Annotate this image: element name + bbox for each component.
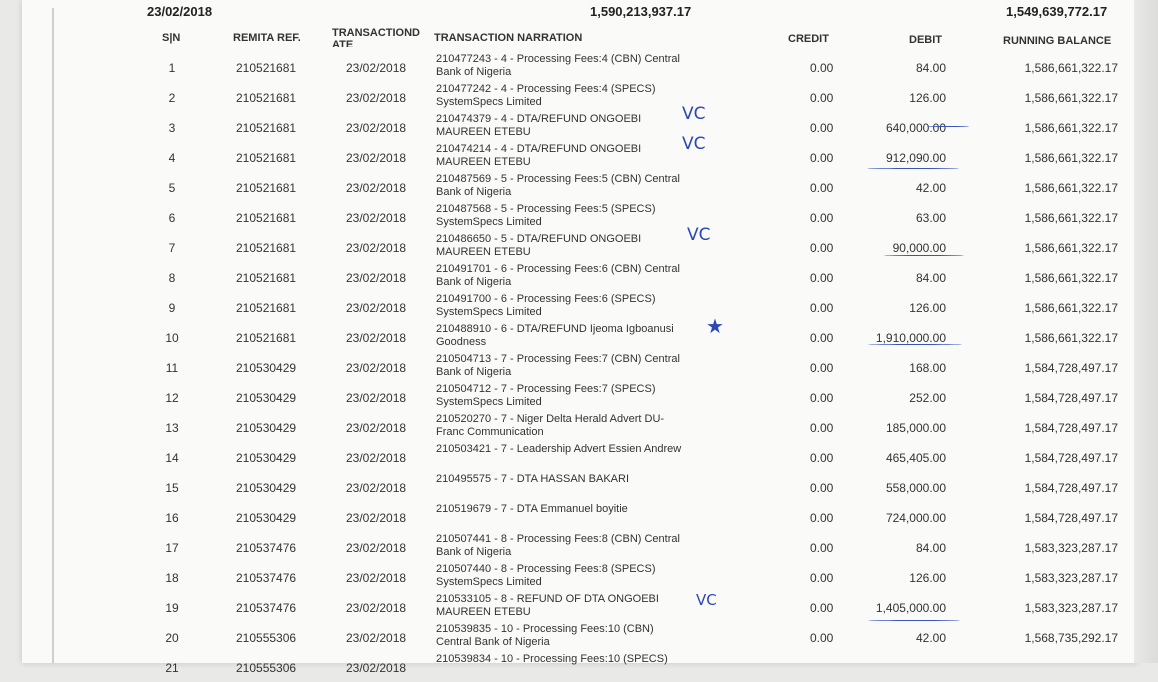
- header-ref: REMITA REF.: [233, 32, 301, 44]
- row-sn: 9: [168, 301, 176, 315]
- header-sn: S|N: [162, 32, 181, 44]
- row-balance: 1,583,323,287.17: [1024, 571, 1118, 585]
- header-balance: RUNNING BALANCE: [1003, 35, 1112, 47]
- row-date: 23/02/2018: [346, 451, 407, 465]
- row-debit: 168.00: [909, 361, 946, 375]
- row-debit: 1,405,000.00: [875, 601, 946, 615]
- row-ref: 210530429: [236, 481, 297, 495]
- pen-underline: [868, 620, 960, 621]
- row-narration: 210519679 - 7 - DTA Emmanuel boyitie: [436, 503, 628, 515]
- row-balance: 1,586,661,322.17: [1024, 151, 1118, 165]
- row-date: 23/02/2018: [346, 211, 407, 225]
- row-narration: 210474379 - 4 - DTA/REFUND ONGOEBI MAUREEN ETEBU: [436, 113, 642, 138]
- header-debit: DEBIT: [909, 34, 942, 46]
- row-date: 23/02/2018: [346, 421, 407, 435]
- row-sn: 3: [168, 121, 176, 135]
- row-debit: 640,000.00: [885, 121, 946, 135]
- row-ref: 210521681: [236, 61, 297, 75]
- table-row: [22, 52, 1138, 82]
- row-sn: 11: [165, 361, 179, 375]
- header-credit: CREDIT: [788, 33, 829, 45]
- row-balance: 1,583,323,287.17: [1024, 541, 1118, 555]
- row-date: 23/02/2018: [346, 601, 407, 615]
- table-row: [22, 532, 1138, 562]
- row-balance: 1,584,728,497.17: [1024, 361, 1118, 375]
- row-credit: 0.00: [810, 181, 834, 195]
- header-date: TRANSACTIOND ATE: [332, 27, 420, 47]
- row-narration: 210491700 - 6 - Processing Fees:6 (SPECS) SystemSpecs Limited: [436, 293, 656, 318]
- page-shadow: [1134, 0, 1158, 663]
- statement-page: [22, 0, 1138, 675]
- pen-underline: [927, 126, 969, 127]
- table-row: [22, 562, 1138, 592]
- row-debit: 1,910,000.00: [875, 331, 946, 345]
- row-balance: 1,586,661,322.17: [1024, 331, 1118, 345]
- row-date: 23/02/2018: [346, 91, 407, 105]
- row-debit: 912,090.00: [885, 151, 946, 165]
- row-narration: 210539835 - 10 - Processing Fees:10 (CBN) Central Bank of Nigeria: [436, 623, 654, 648]
- row-ref: 210530429: [236, 391, 297, 405]
- row-narration: 210539834 - 10 - Processing Fees:10 (SPECS): [436, 653, 668, 665]
- row-narration: 210495575 - 7 - DTA HASSAN BAKARI: [436, 473, 629, 485]
- table-row: [22, 82, 1138, 112]
- row-narration: 210507441 - 8 - Processing Fees:8 (CBN) Central Bank of Nigeria: [436, 533, 680, 558]
- row-narration: 210507440 - 8 - Processing Fees:8 (SPECS) SystemSpecs Limited: [436, 563, 656, 588]
- row-credit: 0.00: [810, 391, 834, 405]
- row-sn: 14: [165, 451, 179, 465]
- row-credit: 0.00: [810, 151, 834, 165]
- row-ref: 210537476: [236, 601, 297, 615]
- row-credit: 0.00: [810, 541, 834, 555]
- row-ref: 210521681: [236, 151, 297, 165]
- table-row: [22, 172, 1138, 202]
- row-debit: 185,000.00: [885, 421, 946, 435]
- row-narration: 210487569 - 5 - Processing Fees:5 (CBN) Central Bank of Nigeria: [436, 173, 680, 198]
- summary-total: 1,590,213,937.17: [590, 4, 692, 19]
- table-row: [22, 592, 1138, 622]
- summary-balance: 1,549,639,772.17: [1006, 4, 1108, 19]
- row-debit: 84.00: [915, 271, 946, 285]
- row-sn: 13: [165, 421, 179, 435]
- row-credit: 0.00: [810, 121, 834, 135]
- row-narration: 210487568 - 5 - Processing Fees:5 (SPECS) SystemSpecs Limited: [436, 203, 656, 228]
- row-sn: 8: [168, 271, 176, 285]
- row-sn: 16: [165, 511, 179, 525]
- row-ref: 210521681: [236, 121, 297, 135]
- row-credit: 0.00: [810, 241, 834, 255]
- row-narration: 210491701 - 6 - Processing Fees:6 (CBN) Central Bank of Nigeria: [436, 263, 680, 288]
- row-date: 23/02/2018: [346, 391, 407, 405]
- row-ref: 210530429: [236, 451, 297, 465]
- row-narration: 210520270 - 7 - Niger Delta Herald Advert DU-Franc Communication: [436, 413, 665, 438]
- row-date: 23/02/2018: [346, 511, 407, 525]
- row-balance: 1,586,661,322.17: [1024, 241, 1118, 255]
- row-narration: 210477243 - 4 - Processing Fees:4 (CBN) Central Bank of Nigeria: [436, 53, 680, 78]
- row-balance: 1,586,661,322.17: [1024, 61, 1118, 75]
- row-debit: 126.00: [909, 571, 946, 585]
- row-credit: 0.00: [810, 61, 834, 75]
- row-credit: 0.00: [810, 631, 834, 645]
- row-sn: 12: [165, 391, 179, 405]
- pen-underline: [884, 255, 964, 256]
- row-sn: 17: [165, 541, 179, 555]
- table-row: [22, 382, 1138, 412]
- row-ref: 210530429: [236, 511, 297, 525]
- row-narration: 210503421 - 7 - Leadership Advert Essien Andrew: [436, 443, 682, 455]
- row-balance: 1,586,661,322.17: [1024, 181, 1118, 195]
- row-credit: 0.00: [810, 361, 834, 375]
- row-credit: 0.00: [810, 601, 834, 615]
- row-sn: 15: [165, 481, 179, 495]
- table-row: [22, 652, 1138, 682]
- table-header: [22, 28, 1138, 48]
- row-date: 23/02/2018: [346, 301, 407, 315]
- row-ref: 210537476: [236, 541, 297, 555]
- row-debit: 84.00: [915, 61, 946, 75]
- row-balance: 1,586,661,322.17: [1024, 121, 1118, 135]
- row-balance: 1,586,661,322.17: [1024, 301, 1118, 315]
- row-credit: 0.00: [810, 481, 834, 495]
- row-narration: 210504712 - 7 - Processing Fees:7 (SPECS) SystemSpecs Limited: [436, 383, 656, 408]
- row-debit: 90,000.00: [892, 241, 946, 255]
- row-debit: 724,000.00: [885, 511, 946, 525]
- row-ref: 210530429: [236, 421, 297, 435]
- row-ref: 210521681: [236, 181, 297, 195]
- row-balance: 1,584,728,497.17: [1024, 451, 1118, 465]
- row-ref: 210537476: [236, 571, 297, 585]
- row-debit: 63.00: [915, 211, 946, 225]
- row-sn: 5: [168, 181, 176, 195]
- row-credit: 0.00: [810, 211, 834, 225]
- row-ref: 210521681: [236, 211, 297, 225]
- table-row: [22, 112, 1138, 142]
- row-balance: 1,584,728,497.17: [1024, 421, 1118, 435]
- row-ref: 210521681: [236, 271, 297, 285]
- row-narration: 210488910 - 6 - DTA/REFUND Ijeoma Igboanusi Goodness: [436, 323, 674, 348]
- row-date: 23/02/2018: [346, 541, 407, 555]
- row-debit: 126.00: [909, 301, 946, 315]
- row-ref: 210521681: [236, 91, 297, 105]
- row-date: 23/02/2018: [346, 181, 407, 195]
- row-date: 23/02/2018: [346, 331, 407, 345]
- table-row: [22, 622, 1138, 652]
- summary-date: 23/02/2018: [147, 4, 213, 19]
- row-debit: 252.00: [909, 391, 946, 405]
- row-credit: 0.00: [810, 511, 834, 525]
- table-row: [22, 262, 1138, 292]
- row-date: 23/02/2018: [346, 631, 407, 645]
- row-ref: 210555306: [236, 661, 297, 675]
- row-balance: 1,586,661,322.17: [1024, 211, 1118, 225]
- row-date: 23/02/2018: [346, 241, 407, 255]
- row-credit: 0.00: [810, 421, 834, 435]
- row-debit: 558,000.00: [885, 481, 946, 495]
- table-row: [22, 292, 1138, 322]
- header-narration: TRANSACTION NARRATION: [434, 32, 583, 44]
- vc-mark: VC: [696, 591, 717, 609]
- row-sn: 20: [165, 631, 179, 645]
- table-row: [22, 352, 1138, 382]
- row-sn: 2: [168, 91, 176, 105]
- row-sn: 10: [165, 331, 179, 345]
- table-row: [22, 502, 1138, 532]
- pen-underline: [868, 344, 962, 345]
- row-credit: 0.00: [810, 451, 834, 465]
- row-balance: 1,568,735,292.17: [1024, 631, 1118, 645]
- vc-mark: VC: [682, 134, 706, 154]
- row-narration: 210486650 - 5 - DTA/REFUND ONGOEBI MAUREEN ETEBU: [436, 233, 642, 258]
- table-row: [22, 412, 1138, 442]
- row-date: 23/02/2018: [346, 151, 407, 165]
- row-debit: 84.00: [915, 541, 946, 555]
- row-credit: 0.00: [810, 91, 834, 105]
- row-balance: 1,584,728,497.17: [1024, 481, 1118, 495]
- row-debit: 42.00: [915, 631, 946, 645]
- table-row: [22, 142, 1138, 172]
- row-ref: 210555306: [236, 631, 297, 645]
- row-balance: 1,584,728,497.17: [1024, 391, 1118, 405]
- row-balance: 1,583,323,287.17: [1024, 601, 1118, 615]
- row-credit: 0.00: [810, 271, 834, 285]
- table-row: [22, 322, 1138, 352]
- row-balance: 1,586,661,322.17: [1024, 91, 1118, 105]
- vc-mark: VC: [682, 104, 706, 124]
- row-debit: 42.00: [915, 181, 946, 195]
- row-balance: 1,584,728,497.17: [1024, 511, 1118, 525]
- star-mark: ★: [706, 314, 724, 338]
- row-ref: 210521681: [236, 241, 297, 255]
- row-sn: 7: [168, 241, 176, 255]
- row-date: 23/02/2018: [346, 121, 407, 135]
- row-date: 23/02/2018: [346, 361, 407, 375]
- row-date: 23/02/2018: [346, 571, 407, 585]
- pen-underline: [867, 168, 959, 169]
- row-sn: 19: [165, 601, 179, 615]
- row-balance: 1,586,661,322.17: [1024, 271, 1118, 285]
- row-sn: 4: [168, 151, 176, 165]
- row-credit: 0.00: [810, 331, 834, 345]
- table-row: [22, 442, 1138, 472]
- row-credit: 0.00: [810, 301, 834, 315]
- table-row: [22, 472, 1138, 502]
- row-debit: 465,405.00: [885, 451, 946, 465]
- row-date: 23/02/2018: [346, 271, 407, 285]
- row-ref: 210530429: [236, 361, 297, 375]
- row-sn: 1: [168, 61, 176, 75]
- row-sn: 6: [168, 211, 176, 225]
- row-sn: 18: [165, 571, 179, 585]
- row-ref: 210521681: [236, 331, 297, 345]
- row-narration: 210533105 - 8 - REFUND OF DTA ONGOEBI MAUREEN ETEBU: [436, 593, 659, 618]
- row-date: 23/02/2018: [346, 481, 407, 495]
- vc-mark: VC: [687, 225, 711, 245]
- row-ref: 210521681: [236, 301, 297, 315]
- table-row: [22, 202, 1138, 232]
- row-narration: 210504713 - 7 - Processing Fees:7 (CBN) Central Bank of Nigeria: [436, 353, 680, 378]
- row-date: 23/02/2018: [346, 61, 407, 75]
- row-sn: 21: [165, 661, 179, 675]
- row-narration: 210477242 - 4 - Processing Fees:4 (SPECS) SystemSpecs Limited: [436, 83, 656, 108]
- row-credit: 0.00: [810, 571, 834, 585]
- row-narration: 210474214 - 4 - DTA/REFUND ONGOEBI MAUREEN ETEBU: [436, 143, 642, 168]
- row-date: 23/02/2018: [346, 661, 407, 675]
- row-debit: 126.00: [909, 91, 946, 105]
- table-row: [22, 232, 1138, 262]
- summary-row: [22, 4, 1138, 24]
